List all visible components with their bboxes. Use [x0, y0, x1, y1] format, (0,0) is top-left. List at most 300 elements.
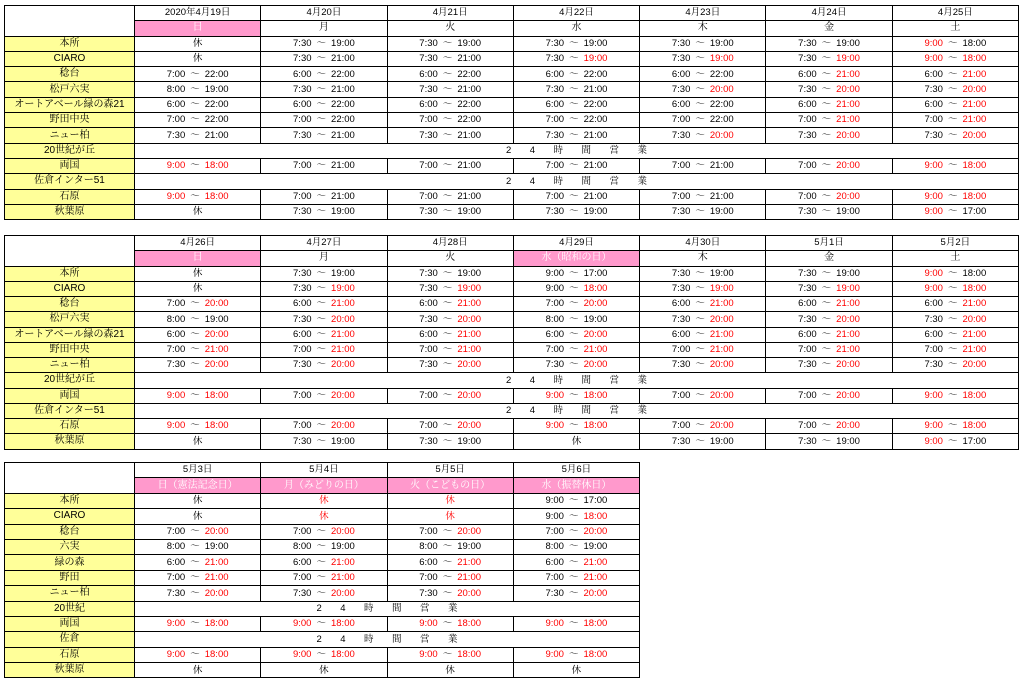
time-separator: ～: [821, 68, 832, 80]
opening-time: 7:30: [419, 37, 438, 49]
closing-time: 22:00: [457, 114, 482, 126]
time-separator: ～: [190, 572, 200, 584]
opening-time: 6:00: [419, 556, 438, 568]
time-separator: ～: [442, 267, 453, 279]
business-hours-cell: [135, 159, 261, 174]
closing-time: 18:00: [583, 649, 608, 661]
opening-time: 7:00: [798, 389, 817, 401]
closing-time: 21:00: [457, 129, 482, 141]
opening-time: 7:00: [293, 420, 312, 432]
closing-time: 18:00: [962, 389, 987, 401]
time-separator: ～: [821, 114, 832, 126]
business-hours-cell: [514, 128, 640, 143]
closing-time: 21:00: [836, 328, 860, 340]
store-name-label: 本所: [5, 494, 135, 509]
opening-time: 7:30: [671, 435, 691, 447]
time-separator: ～: [695, 435, 705, 447]
time-separator: ～: [316, 37, 327, 49]
business-hours-cell: [135, 648, 261, 663]
business-hours-cell: [893, 82, 1019, 97]
opening-time: 9:00: [166, 160, 186, 172]
time-separator: ～: [821, 420, 832, 432]
time-separator: ～: [190, 114, 200, 126]
opening-time: 7:30: [798, 37, 817, 49]
opening-time: 9:00: [924, 389, 943, 401]
business-hours-cell: [766, 98, 892, 113]
closing-time: 20:00: [583, 526, 608, 537]
business-hours-cell: [514, 648, 640, 663]
closing-time: 21:00: [962, 114, 987, 126]
business-hours-cell: [514, 297, 640, 312]
time-separator: ～: [316, 649, 326, 661]
opening-time: 7:00: [419, 160, 438, 172]
opening-time: 9:00: [924, 283, 943, 295]
store-name-label: CIARO: [5, 52, 135, 67]
closing-time: 21:00: [583, 83, 608, 95]
business-hours-cell: [640, 282, 766, 297]
time-separator: ～: [695, 53, 705, 65]
time-separator: ～: [316, 114, 327, 126]
store-name-label: CIARO: [5, 282, 135, 297]
time-separator: ～: [190, 359, 200, 371]
time-separator: ～: [821, 129, 832, 141]
time-separator: ～: [569, 420, 579, 432]
opening-time: 7:30: [671, 359, 691, 371]
opening-time: 7:30: [166, 359, 186, 371]
weekday-header: 月: [261, 251, 387, 266]
closing-time: 21:00: [962, 328, 987, 340]
business-hours-cell: [640, 98, 766, 113]
closing-time: 18:00: [962, 160, 987, 172]
time-separator: ～: [695, 389, 705, 401]
closing-time: 21:00: [331, 328, 355, 340]
business-hours-cell: [514, 540, 640, 555]
closing-time: 19:00: [709, 267, 734, 279]
closed-day-cell: [388, 509, 514, 524]
business-hours-cell: [135, 389, 261, 404]
time-separator: ～: [821, 283, 832, 295]
business-hours-cell: [388, 648, 514, 663]
time-separator: ～: [442, 359, 453, 371]
closing-time: 19:00: [457, 283, 482, 295]
open-24-hours-text: 24時間営業: [505, 405, 666, 417]
store-name-label: 佐倉インター51: [5, 404, 135, 419]
business-hours-cell: [766, 205, 892, 220]
business-hours-cell: [135, 82, 261, 97]
time-separator: ～: [695, 313, 705, 325]
closing-time: 20:00: [836, 359, 860, 371]
time-separator: ～: [190, 587, 200, 599]
business-hours-cell: [514, 525, 640, 540]
business-hours-cell: [261, 343, 387, 358]
business-hours-cell: [261, 205, 387, 220]
closing-time: 21:00: [457, 298, 482, 310]
business-hours-cell: [388, 434, 514, 449]
time-separator: ～: [190, 328, 200, 340]
table-corner-cell: [5, 236, 135, 267]
opening-time: 7:30: [671, 53, 691, 65]
business-hours-cell: [388, 297, 514, 312]
opening-time: 7:00: [419, 572, 438, 584]
time-separator: ～: [569, 68, 579, 80]
time-separator: ～: [695, 114, 705, 126]
business-hours-cell: [261, 525, 387, 540]
closed-mark: 休: [319, 495, 329, 507]
business-hours-cell: [388, 312, 514, 327]
business-hours-cell: [640, 297, 766, 312]
store-name-label: 本所: [5, 37, 135, 52]
date-header: 4月30日: [640, 236, 766, 251]
time-separator: ～: [695, 206, 705, 218]
time-separator: ～: [569, 53, 579, 65]
opening-time: 6:00: [419, 99, 438, 111]
closed-mark: 休: [192, 267, 203, 279]
closing-time: 20:00: [457, 587, 482, 599]
closing-time: 18:00: [204, 649, 229, 661]
time-separator: ～: [442, 587, 453, 599]
time-separator: ～: [821, 313, 832, 325]
closing-time: 18:00: [583, 618, 608, 630]
holiday-weekday-header: 日（憲法記念日）: [135, 478, 261, 493]
closing-time: 18:00: [962, 53, 987, 65]
opening-time: 9:00: [166, 649, 186, 661]
closing-time: 17:00: [583, 267, 608, 279]
business-hours-cell: [640, 52, 766, 67]
time-separator: ～: [316, 435, 327, 447]
time-separator: ～: [316, 328, 327, 340]
closing-time: 20:00: [709, 420, 734, 432]
closing-time: 22:00: [331, 68, 355, 80]
closing-time: 21:00: [709, 328, 734, 340]
time-separator: ～: [442, 526, 453, 537]
time-separator: ～: [821, 267, 832, 279]
opening-time: 7:00: [293, 190, 312, 202]
opening-time: 9:00: [924, 420, 943, 432]
closing-time: 19:00: [331, 267, 355, 279]
weekday-header: 金: [766, 251, 892, 266]
opening-time: 7:30: [798, 283, 817, 295]
business-hours-cell: [135, 98, 261, 113]
closing-time: 18:00: [962, 420, 987, 432]
opening-time: 7:30: [293, 359, 312, 371]
time-separator: ～: [695, 68, 705, 80]
closing-time: 20:00: [204, 298, 229, 310]
business-hours-cell: [893, 267, 1019, 282]
closing-time: 22:00: [204, 68, 229, 80]
closing-time: 19:00: [457, 206, 482, 218]
time-separator: ～: [442, 298, 453, 310]
store-name-label: 石原: [5, 419, 135, 434]
closing-time: 19:00: [331, 283, 355, 295]
opening-time: 7:30: [293, 435, 312, 447]
business-hours-cell: [261, 52, 387, 67]
opening-time: 7:30: [419, 359, 438, 371]
closing-time: 21:00: [962, 99, 987, 111]
time-separator: ～: [316, 298, 327, 310]
business-hours-cell: [261, 586, 387, 601]
business-hours-cell: [893, 128, 1019, 143]
time-separator: ～: [569, 114, 579, 126]
time-separator: ～: [695, 267, 705, 279]
business-hours-cell: [135, 190, 261, 205]
business-hours-cell: [388, 328, 514, 343]
business-hours-cell: [388, 113, 514, 128]
schedule-table-week-3: [4, 462, 640, 678]
opening-time: 7:30: [798, 129, 817, 141]
closing-time: 18:00: [962, 267, 987, 279]
opening-time: 7:30: [166, 587, 186, 599]
time-separator: ～: [316, 556, 326, 568]
closing-time: 19:00: [836, 267, 860, 279]
opening-time: 9:00: [166, 420, 186, 432]
store-name-label: 松戸六実: [5, 312, 135, 327]
opening-time: 6:00: [798, 99, 817, 111]
closing-time: 21:00: [331, 160, 355, 172]
closing-time: 21:00: [583, 344, 608, 356]
opening-time: 9:00: [924, 53, 943, 65]
time-separator: ～: [569, 389, 579, 401]
weekday-header: 木: [640, 251, 766, 266]
time-separator: ～: [568, 618, 579, 630]
time-separator: ～: [821, 37, 832, 49]
opening-time: 9:00: [166, 389, 186, 401]
business-hours-cell: [640, 434, 766, 449]
closed-day-cell: [135, 267, 261, 282]
time-separator: ～: [190, 313, 200, 325]
opening-time: 6:00: [798, 68, 817, 80]
time-separator: ～: [695, 359, 705, 371]
store-name-label: 秋葉原: [5, 663, 135, 678]
opening-time: 9:00: [924, 267, 943, 279]
closing-time: 21:00: [457, 556, 482, 568]
closing-time: 19:00: [204, 83, 229, 95]
opening-time: 8:00: [166, 83, 186, 95]
business-hours-cell: [766, 434, 892, 449]
time-separator: ～: [442, 68, 453, 80]
opening-time: 7:30: [798, 53, 817, 65]
time-separator: ～: [442, 649, 453, 661]
opening-time: 7:30: [924, 83, 943, 95]
business-hours-cell: [893, 37, 1019, 52]
business-hours-cell: [135, 312, 261, 327]
closing-time: 19:00: [836, 53, 860, 65]
time-separator: ～: [821, 99, 832, 111]
business-hours-cell: [261, 312, 387, 327]
business-hours-cell: [135, 128, 261, 143]
business-hours-cell: [514, 328, 640, 343]
opening-time: 7:00: [292, 526, 312, 537]
closed-day-cell: [135, 509, 261, 524]
time-separator: ～: [316, 129, 327, 141]
time-separator: ～: [316, 313, 327, 325]
opening-time: 7:30: [671, 83, 691, 95]
business-hours-cell: [893, 282, 1019, 297]
closing-time: 20:00: [457, 420, 482, 432]
closing-time: 21:00: [331, 298, 355, 310]
time-separator: ～: [569, 160, 579, 172]
opening-time: 6:00: [671, 99, 691, 111]
store-name-label: 両国: [5, 389, 135, 404]
time-separator: ～: [442, 160, 453, 172]
closing-time: 20:00: [204, 587, 229, 599]
closing-time: 21:00: [836, 68, 860, 80]
closing-time: 20:00: [836, 313, 860, 325]
time-separator: ～: [316, 587, 326, 599]
business-hours-cell: [388, 205, 514, 220]
closing-time: 21:00: [962, 298, 987, 310]
opening-time: 6:00: [671, 328, 691, 340]
closing-time: 21:00: [709, 298, 734, 310]
closing-time: 17:00: [583, 495, 608, 507]
time-separator: ～: [442, 53, 453, 65]
opening-time: 7:30: [166, 129, 186, 141]
opening-time: 7:30: [292, 587, 312, 599]
closing-time: 20:00: [962, 83, 987, 95]
time-separator: ～: [947, 37, 958, 49]
time-separator: ～: [695, 298, 705, 310]
business-hours-cell: [766, 52, 892, 67]
closing-time: 21:00: [836, 114, 860, 126]
business-hours-cell: [893, 98, 1019, 113]
opening-time: 7:00: [419, 190, 438, 202]
opening-time: 6:00: [545, 556, 564, 568]
date-header: 2020年4月19日: [135, 6, 261, 21]
closing-time: 19:00: [709, 37, 734, 49]
opening-time: 9:00: [545, 283, 565, 295]
time-separator: ～: [947, 53, 958, 65]
opening-time: 7:00: [545, 190, 565, 202]
opening-time: 7:30: [419, 267, 438, 279]
time-separator: ～: [947, 298, 958, 310]
closing-time: 19:00: [583, 53, 608, 65]
table-corner-cell: [5, 6, 135, 37]
closing-time: 20:00: [836, 190, 860, 202]
business-hours-cell: [640, 128, 766, 143]
business-hours-cell: [640, 159, 766, 174]
closing-time: 22:00: [583, 99, 608, 111]
opening-time: 7:00: [798, 344, 817, 356]
closing-time: 20:00: [836, 389, 860, 401]
opening-time: 7:30: [419, 283, 438, 295]
time-separator: ～: [442, 129, 453, 141]
store-name-label: 秋葉原: [5, 205, 135, 220]
date-header: 4月24日: [766, 6, 892, 21]
closing-time: 20:00: [962, 359, 987, 371]
opening-time: 7:00: [545, 526, 564, 537]
business-hours-cell: [388, 98, 514, 113]
opening-time: 7:30: [419, 129, 438, 141]
opening-time: 9:00: [419, 618, 438, 630]
business-hours-cell: [893, 190, 1019, 205]
opening-time: 7:00: [798, 420, 817, 432]
business-hours-cell: [893, 434, 1019, 449]
weekday-header: 土: [893, 251, 1019, 266]
time-separator: ～: [190, 83, 200, 95]
opening-time: 7:00: [545, 298, 565, 310]
opening-time: 7:30: [293, 267, 312, 279]
opening-time: 9:00: [924, 435, 943, 447]
store-name-label: 20世紀が丘: [5, 144, 135, 159]
store-name-label: 松戸六実: [5, 82, 135, 97]
opening-time: 7:30: [419, 435, 438, 447]
time-separator: ～: [316, 99, 327, 111]
time-separator: ～: [947, 190, 958, 202]
closed-day-cell: [135, 494, 261, 509]
opening-time: 7:00: [419, 344, 438, 356]
closing-time: 19:00: [204, 313, 229, 325]
time-separator: ～: [695, 129, 705, 141]
time-separator: ～: [695, 283, 705, 295]
time-separator: ～: [190, 526, 200, 537]
time-separator: ～: [316, 344, 327, 356]
opening-time: 8:00: [419, 541, 438, 553]
business-hours-cell: [135, 358, 261, 373]
closing-time: 22:00: [709, 99, 734, 111]
time-separator: ～: [190, 68, 200, 80]
business-hours-cell: [766, 282, 892, 297]
closing-time: 19:00: [330, 541, 355, 553]
time-separator: ～: [442, 420, 453, 432]
opening-time: 7:00: [671, 114, 691, 126]
business-hours-cell: [766, 297, 892, 312]
closing-time: 20:00: [709, 389, 734, 401]
opening-time: 7:00: [166, 526, 186, 537]
date-header: 4月22日: [514, 6, 640, 21]
business-hours-cell: [514, 52, 640, 67]
opening-time: 8:00: [545, 313, 565, 325]
closing-time: 21:00: [583, 572, 608, 584]
time-separator: ～: [316, 53, 327, 65]
date-header: 5月6日: [514, 463, 640, 478]
business-hours-cell: [514, 113, 640, 128]
schedule-table-week-1: [4, 5, 1019, 220]
time-separator: ～: [190, 160, 200, 172]
closing-time: 21:00: [331, 190, 355, 202]
closing-time: 18:00: [204, 389, 229, 401]
business-hours-cell: [261, 328, 387, 343]
time-separator: ～: [821, 389, 832, 401]
time-separator: ～: [695, 190, 705, 202]
business-hours-cell: [514, 98, 640, 113]
business-hours-cell: [388, 525, 514, 540]
opening-time: 9:00: [166, 618, 186, 630]
closing-time: 21:00: [330, 572, 355, 584]
time-separator: ～: [190, 556, 200, 568]
time-separator: ～: [190, 190, 200, 202]
time-separator: ～: [442, 435, 453, 447]
closing-time: 19:00: [331, 435, 355, 447]
closing-time: 21:00: [583, 129, 608, 141]
business-hours-cell: [135, 343, 261, 358]
closing-time: 18:00: [962, 37, 987, 49]
opening-time: 7:30: [671, 37, 691, 49]
time-separator: ～: [569, 359, 579, 371]
closing-time: 18:00: [204, 190, 229, 202]
closed-mark: 休: [571, 435, 582, 447]
opening-time: 7:00: [545, 344, 565, 356]
opening-time: 7:30: [419, 206, 438, 218]
time-separator: ～: [695, 344, 705, 356]
opening-time: 7:00: [419, 526, 438, 537]
opening-time: 9:00: [545, 495, 564, 507]
opening-time: 7:30: [671, 206, 691, 218]
weekday-header: 土: [893, 21, 1019, 36]
time-separator: ～: [190, 420, 200, 432]
closing-time: 21:00: [962, 68, 987, 80]
business-hours-cell: [261, 297, 387, 312]
closing-time: 21:00: [583, 190, 608, 202]
closing-time: 22:00: [331, 99, 355, 111]
